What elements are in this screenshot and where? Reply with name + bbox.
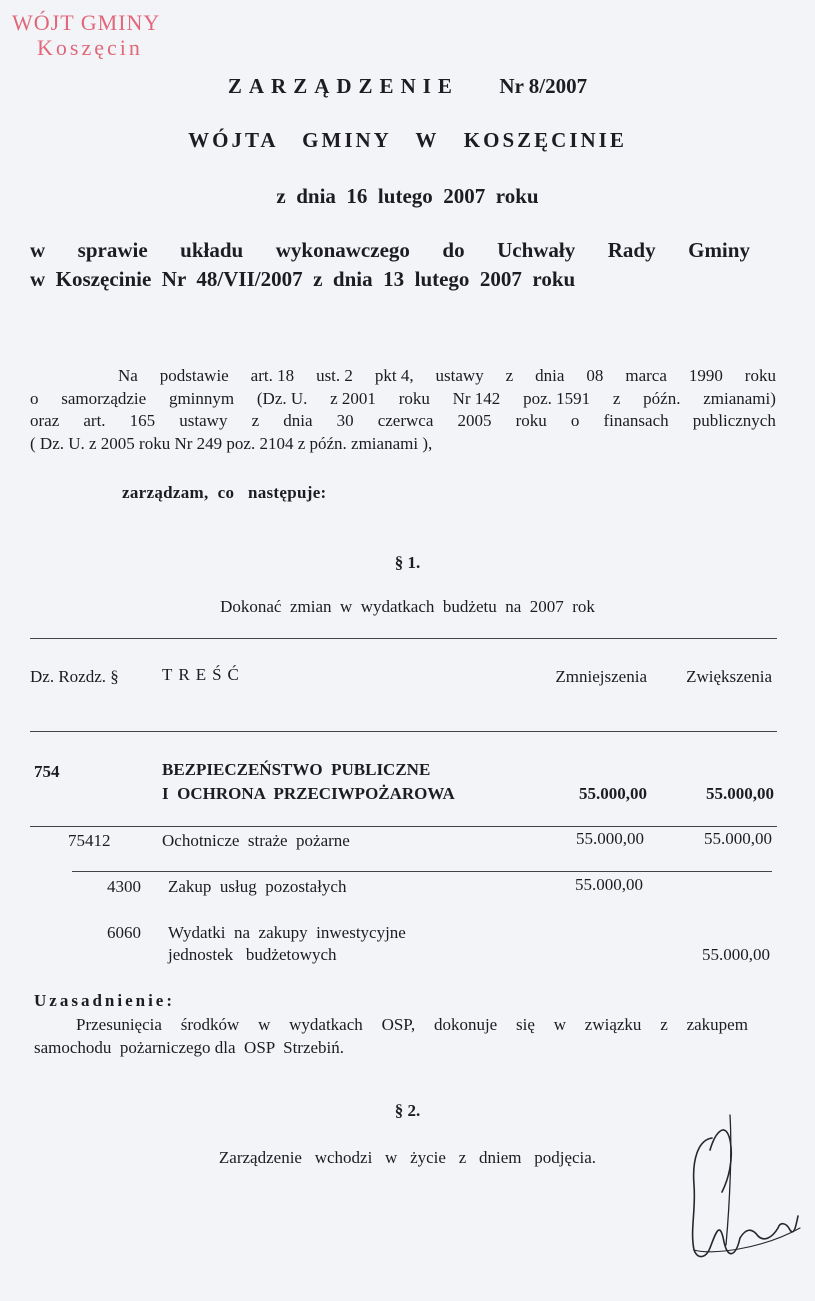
legal-basis-word: z	[251, 411, 260, 430]
legal-basis-word: ( Dz. U. z 2005 roku Nr 249 poz. 2104 z późn. zmianami ),	[30, 433, 433, 453]
section-increase: 55.000,00	[706, 784, 774, 803]
section-decrease: 55.000,00	[579, 784, 647, 803]
subject-word: układu	[180, 238, 244, 262]
handwritten-signature	[680, 1110, 805, 1270]
header-increase: Zwiększenia	[686, 667, 772, 686]
subject-line-1	[30, 235, 750, 265]
chapter-increase: 55.000,00	[704, 829, 772, 848]
legal-basis-word: Na	[118, 366, 138, 385]
item-title: Wydatki na zakupy inwestycyjne	[168, 923, 406, 942]
subject-line-2: w Koszęcinie Nr 48/VII/2007 z dnia 13 lutego 2007 roku	[30, 267, 576, 291]
legal-basis-word: finansach	[603, 411, 669, 430]
legal-basis-line	[30, 433, 776, 456]
chapter-code: 75412	[68, 831, 111, 850]
header-decrease: Zmniejszenia	[555, 667, 647, 686]
legal-basis-word: ustawy	[435, 366, 484, 385]
chapter-title: Ochotnicze straże pożarne	[162, 831, 350, 850]
title-word: ZARZĄDZENIE	[227, 74, 459, 98]
justification-word: z	[660, 1015, 668, 1034]
justification-word: wydatkach	[289, 1015, 363, 1034]
official-stamp	[12, 10, 160, 60]
legal-basis-word: art. 18	[250, 366, 295, 385]
header-codes: Dz. Rozdz. §	[30, 667, 119, 686]
section-code: 754	[34, 762, 60, 781]
legal-basis-word: oraz	[30, 411, 60, 430]
header-content: TREŚĆ	[162, 665, 245, 684]
subject-word: do	[442, 238, 465, 262]
legal-basis-word: marca	[625, 366, 667, 385]
subject-word: Gminy	[688, 238, 750, 262]
legal-basis-word: z	[505, 366, 514, 385]
subject-word: wykonawczego	[275, 238, 410, 262]
legal-basis-word: (Dz. U.	[256, 388, 308, 408]
item-title: Zakup usług pozostałych	[168, 877, 347, 896]
document-date: z dnia 16 lutego 2007 roku	[276, 184, 539, 208]
legal-basis-word: art.	[83, 411, 106, 430]
section-1-heading: § 1.	[394, 553, 421, 572]
section-title-line-2: I OCHRONA PRZECIWPOŻAROWA	[162, 784, 455, 803]
justification-word: w	[258, 1015, 271, 1034]
justification-word: w	[553, 1015, 566, 1034]
section-rule	[30, 826, 777, 827]
legal-basis-word: 165	[129, 411, 156, 430]
legal-basis-line	[30, 410, 776, 433]
item-code: 4300	[107, 877, 141, 896]
legal-basis-word: 1990	[688, 366, 723, 385]
item-title-line-2: jednostek budżetowych	[168, 945, 337, 964]
justification-word: związku	[584, 1015, 642, 1034]
subject-word: w	[30, 238, 46, 262]
legal-basis-word: Nr 142	[452, 388, 501, 408]
legal-basis-word: czerwca	[377, 411, 434, 430]
subject-word: sprawie	[77, 238, 148, 262]
legal-basis-word: zmianami)	[703, 388, 776, 408]
legal-basis-word: publicznych	[692, 411, 776, 430]
order-phrase: zarządzam, co następuje:	[122, 483, 327, 502]
legal-basis-line	[30, 388, 776, 411]
justification-word: Przesunięcia	[76, 1015, 162, 1034]
section-title-line-1: BEZPIECZEŃSTWO PUBLICZNE	[162, 760, 431, 779]
section-2-text: Zarządzenie wchodzi w życie z dniem podjęcia.	[218, 1148, 597, 1167]
legal-basis-word: o	[570, 411, 580, 430]
chapter-decrease: 55.000,00	[576, 829, 644, 848]
legal-basis-word: późn.	[643, 388, 681, 408]
table-top-rule	[30, 638, 777, 639]
subject-word: Uchwały	[497, 238, 576, 262]
legal-basis-word: poz. 1591	[523, 388, 591, 408]
legal-basis-word: z 2001	[330, 388, 376, 408]
legal-basis-word: dnia	[535, 366, 565, 385]
legal-basis-word: pkt 4,	[374, 366, 414, 385]
legal-basis-word: ustawy	[179, 411, 228, 430]
issuing-authority: WÓJTA GMINY W KOSZĘCINIE	[188, 128, 627, 152]
table-header-rule	[30, 731, 777, 732]
justification-word: środków	[180, 1015, 240, 1034]
legal-basis-word: roku	[515, 411, 547, 430]
justification-line-1	[34, 1013, 748, 1036]
legal-basis-word: roku	[398, 388, 430, 408]
item-decrease: 55.000,00	[575, 875, 643, 894]
legal-basis-word: dnia	[283, 411, 313, 430]
justification-word: dokonuje	[433, 1015, 498, 1034]
subject-word: Rady	[607, 238, 656, 262]
legal-basis-word: gminnym	[168, 388, 235, 408]
legal-basis-word: roku	[744, 366, 776, 385]
document-title	[0, 74, 815, 99]
legal-basis-line	[30, 365, 776, 388]
section-2-heading: § 2.	[394, 1101, 421, 1120]
justification-word: się	[516, 1015, 535, 1034]
legal-basis-word: 08	[586, 366, 604, 385]
chapter-rule	[72, 871, 772, 872]
legal-basis-paragraph	[30, 365, 776, 455]
legal-basis-word: ust. 2	[316, 366, 353, 385]
stamp-line-1: WÓJT GMINY	[12, 10, 161, 35]
legal-basis-word: samorządzie	[61, 388, 147, 408]
legal-basis-word: 2005	[457, 411, 492, 430]
justification-word: OSP,	[381, 1015, 416, 1034]
title-number: Nr 8/2007	[499, 74, 588, 98]
legal-basis-word: z	[612, 388, 621, 408]
stamp-line-2: Koszęcin	[37, 35, 143, 60]
legal-basis-word: o	[30, 388, 39, 408]
section-1-description: Dokonać zmian w wydatkach budżetu na 2007 rok	[220, 597, 595, 616]
legal-basis-word: 30	[336, 411, 354, 430]
justification-line-2: samochodu pożarniczego dla OSP Strzebiń.	[34, 1038, 345, 1057]
justification-word: zakupem	[686, 1015, 748, 1034]
item-increase: 55.000,00	[702, 945, 770, 964]
legal-basis-word: podstawie	[159, 366, 229, 385]
justification-heading: Uzasadnienie:	[34, 991, 175, 1010]
justification-text	[34, 1013, 748, 1059]
item-code: 6060	[107, 923, 141, 942]
